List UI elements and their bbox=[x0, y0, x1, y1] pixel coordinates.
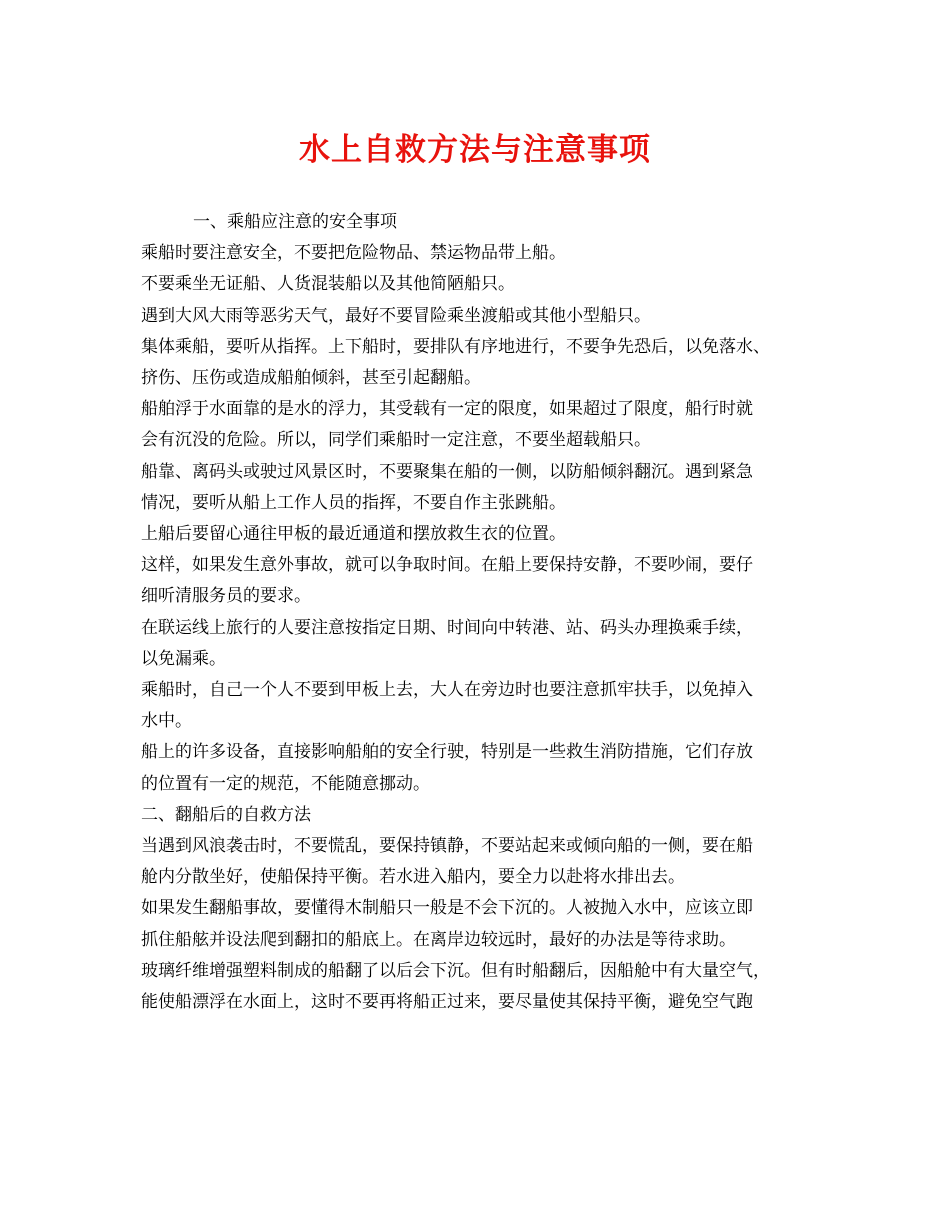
section-heading-1: 一、乘船应注意的安全事项 bbox=[193, 212, 397, 232]
paragraph: 不要乘坐无证船、人货混装船以及其他简陋船只。 bbox=[141, 274, 515, 295]
paragraph: 这样，如果发生意外事故，就可以争取时间。在船上要保持安静，不要吵闹，要仔 细听清服务员的要求。 bbox=[141, 555, 753, 607]
paragraph: 船靠、离码头或驶过风景区时，不要聚集在船的一侧，以防船倾斜翻沉。遇到紧急 情况，要听从船上工作人员的指挥，不要自作主张跳船。 bbox=[141, 461, 753, 513]
paragraph: 船舶浮于水面靠的是水的浮力，其受载有一定的限度，如果超过了限度，船行时就 会有沉没的危险。所以，同学们乘船时一定注意，不要坐超载船只。 bbox=[141, 399, 753, 451]
paragraph: 船上的许多设备，直接影响船舶的安全行驶，特别是一些救生消防措施，它们存放 的位置有一定的规范，不能随意挪动。 bbox=[141, 742, 753, 794]
section-heading-2: 二、翻船后的自救方法 bbox=[141, 804, 311, 825]
paragraph: 遇到大风大雨等恶劣天气，最好不要冒险乘坐渡船或其他小型船只。 bbox=[141, 305, 651, 326]
paragraph: 上船后要留心通往甲板的最近通道和摆放救生衣的位置。 bbox=[141, 524, 566, 545]
paragraph: 玻璃纤维增强塑料制成的船翻了以后会下沉。但有时船翻后，因船舱中有大量空气， 能使船漂浮在水面上，这时不要再将船正过来，要尽量使其保持平衡，避免空气跑 bbox=[141, 960, 770, 1013]
paragraph: 在联运线上旅行的人要注意按指定日期、时间向中转港、站、码头办理换乘手续， 以免漏乘。 bbox=[141, 617, 753, 669]
paragraph: 乘船时，自己一个人不要到甲板上去，大人在旁边时也要注意抓牢扶手，以免掉入 水中。 bbox=[141, 680, 753, 732]
document-title: 水上自救方法与注意事项 bbox=[299, 132, 651, 168]
paragraph: 当遇到风浪袭击时，不要慌乱，要保持镇静，不要站起来或倾向船的一侧，要在船 舱内分散坐好，使船保持平衡。若水进入船内，要全力以赴将水排出去。 bbox=[141, 836, 753, 888]
paragraph: 乘船时要注意安全，不要把危险物品、禁运物品带上船。 bbox=[141, 243, 566, 264]
document-body bbox=[141, 207, 831, 1018]
paragraph: 集体乘船，要听从指挥。上下船时，要排队有序地进行，不要争先恐后，以免落水、 挤伤、压伤或造成船舶倾斜，甚至引起翻船。 bbox=[141, 336, 770, 389]
paragraph: 如果发生翻船事故，要懂得木制船只一般是不会下沉的。人被抛入水中，应该立即 抓住船舷并设法爬到翻扣的船底上。在离岸边较远时，最好的办法是等待求助。 bbox=[141, 898, 753, 950]
